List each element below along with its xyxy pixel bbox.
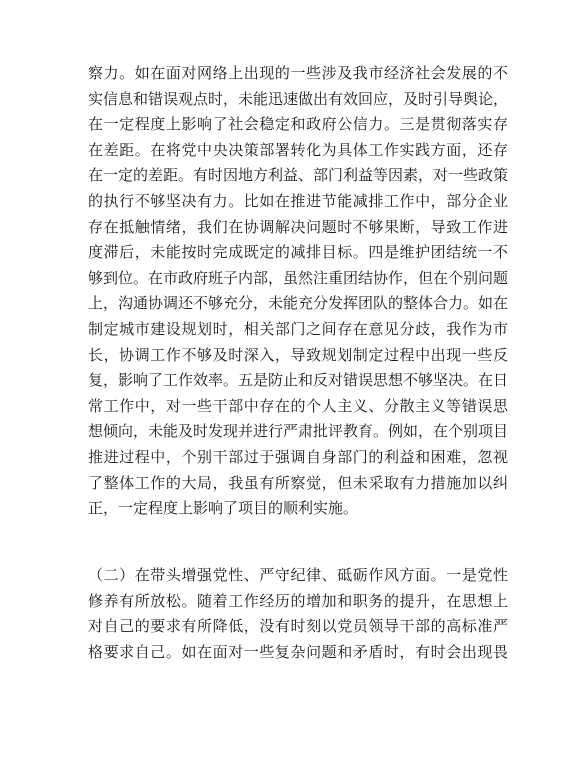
text-line: 复，影响了工作效率。五是防止和反对错误思想不够坚决。在日 (88, 371, 509, 390)
text-line: 了整体工作的大局，我虽有所察觉，但未采取有力措施加以纠 (88, 473, 508, 492)
text-line: 推进过程中，个别干部过于强调自身部门的利益和困难，忽视 (88, 447, 508, 466)
text-line: 度滞后，未能按时完成既定的减排目标。四是维护团结统一不 (88, 243, 508, 262)
text-line: 正，一定程度上影响了项目的顺利实施。 (88, 499, 359, 518)
text-line: 对自己的要求有所降低，没有时刻以党员领导干部的高标准严 (88, 617, 508, 636)
text-line: 在一定程度上影响了社会稳定和政府公信力。三是贯彻落实存 (88, 115, 508, 134)
section-heading-line: （二）在带头增强党性、严守纪律、砥砺作风方面。一是党性 (88, 566, 508, 584)
text-line: 够到位。在市政府班子内部，虽然注重团结协作，但在个别问题 (88, 268, 509, 287)
text-line: 制定城市建设规划时，相关部门之间存在意见分歧，我作为市 (88, 319, 508, 338)
text-line: 想倾向，未能及时发现并进行严肃批评教育。例如，在个别项目 (88, 422, 509, 441)
text-line: 长，协调工作不够及时深入，导致规划制定过程中出现一些反 (88, 345, 508, 364)
text-line: 上，沟通协调还不够充分，未能充分发挥团队的整体合力。如在 (88, 294, 509, 313)
text-line: 察力。如在面对网络上出现的一些涉及我市经济社会发展的不 (88, 64, 508, 82)
text-line: 的执行不够坚决有力。比如在推进节能减排工作中，部分企业 (88, 191, 508, 210)
text-line: 在一定的差距。有时因地方利益、部门利益等因素，对一些政策 (88, 166, 509, 185)
text-line: 在差距。在将党中央决策部署转化为具体工作实践方面，还存 (88, 140, 508, 159)
text-line: 格要求自己。如在面对一些复杂问题和矛盾时，有时会出现畏 (88, 642, 508, 661)
text-line: 存在抵触情绪，我们在协调解决问题时不够果断，导致工作进 (88, 217, 508, 236)
text-line: 修养有所放松。随着工作经历的增加和职务的提升，在思想上 (88, 591, 508, 610)
text-line: 实信息和错误观点时，未能迅速做出有效回应，及时引导舆论， (88, 89, 509, 108)
body-paragraph-1 (88, 61, 508, 522)
text-line: 常工作中，对一些干部中存在的个人主义、分散主义等错误思 (88, 396, 508, 415)
body-paragraph-2 (88, 563, 508, 665)
